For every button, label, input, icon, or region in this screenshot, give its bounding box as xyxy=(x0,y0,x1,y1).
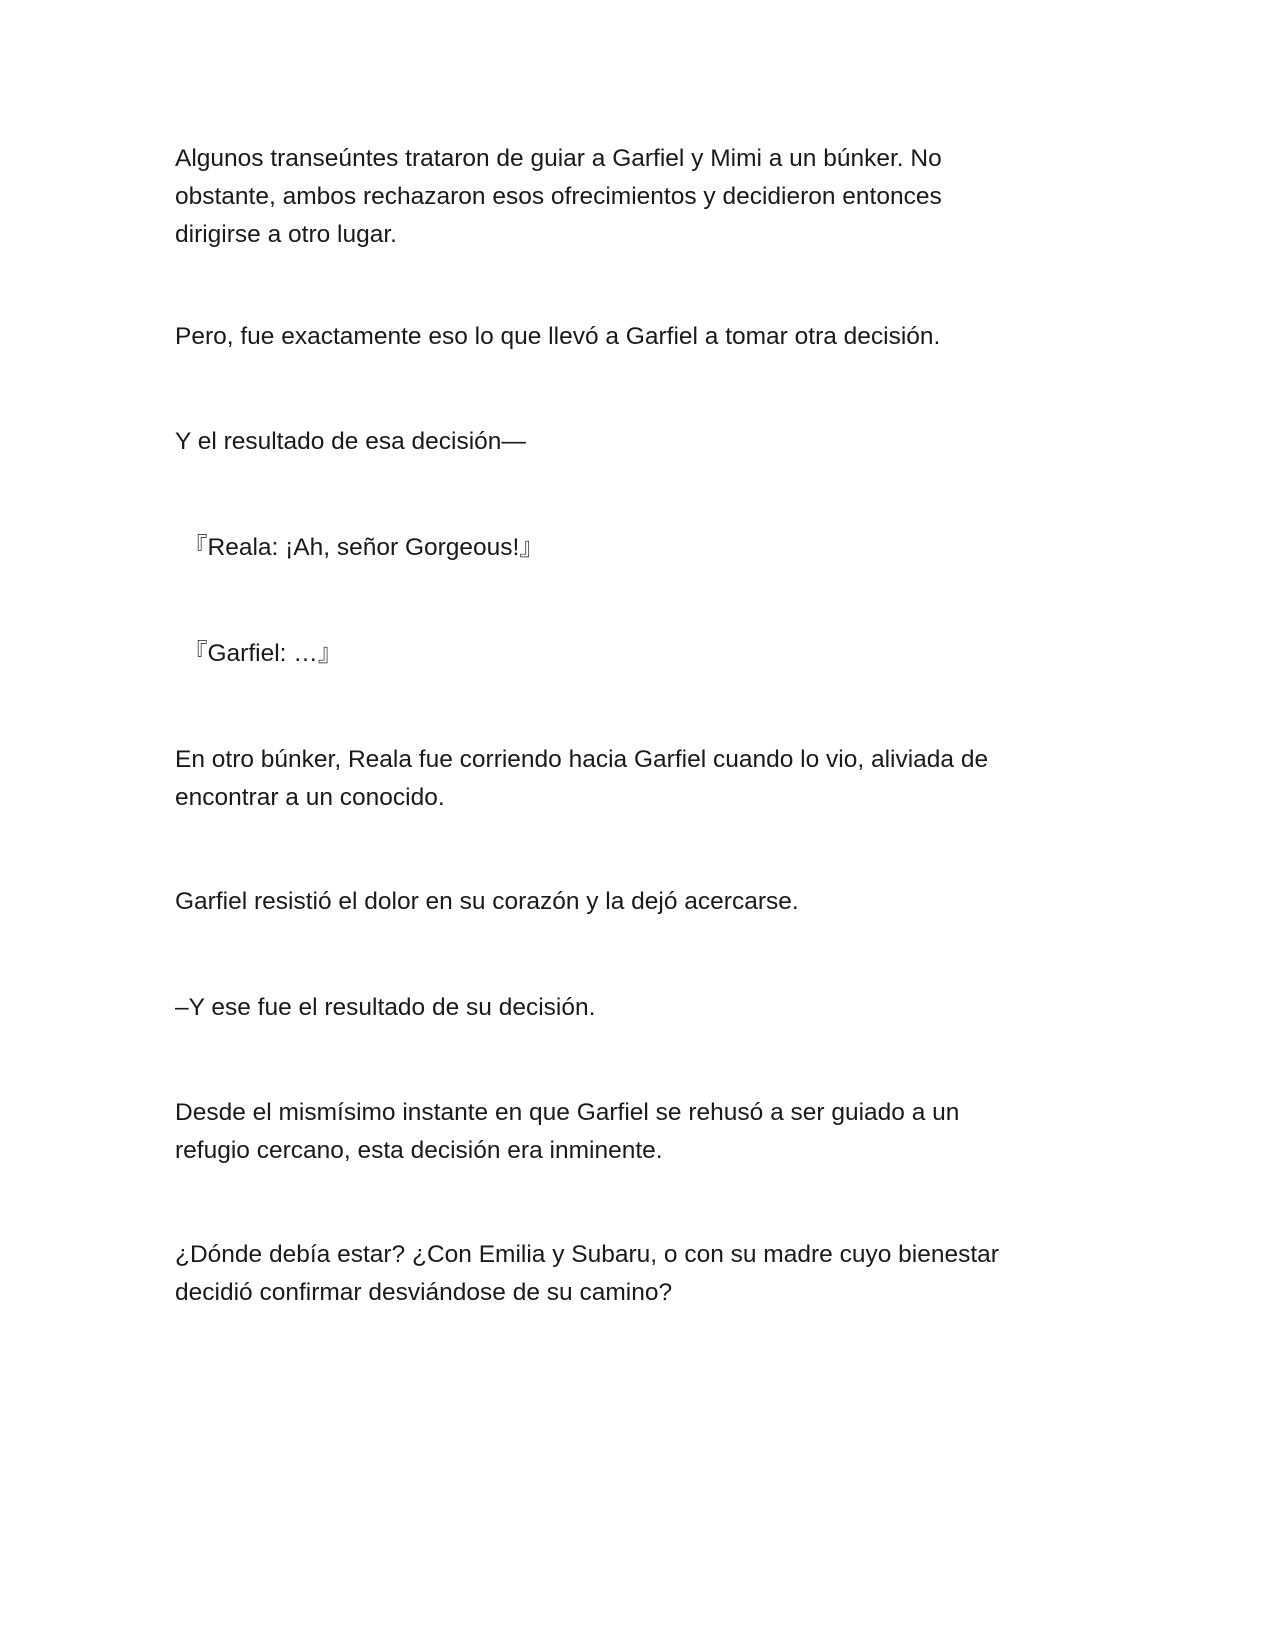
paragraph-6 xyxy=(175,741,1095,817)
paragraph-7 xyxy=(175,883,1095,921)
paragraph-1 xyxy=(175,140,1095,254)
paragraph-line: –Y ese fue el resultado de su decisión. xyxy=(175,994,596,1021)
paragraph-line: encontrar a un conocido. xyxy=(175,784,445,811)
paragraph-line: decidió confirmar desviándose de su camino? xyxy=(175,1279,673,1306)
dialogue-line: 『Garfiel: …』 xyxy=(183,640,343,667)
paragraph-line: Garfiel resistió el dolor en su corazón y la dejó acercarse. xyxy=(175,888,799,915)
paragraph-line: dirigirse a otro lugar. xyxy=(175,221,397,248)
paragraph-line: obstante, ambos rechazaron esos ofrecimientos y decidieron entonces xyxy=(175,183,942,210)
paragraph-line: refugio cercano, esta decisión era inminente. xyxy=(175,1137,663,1164)
paragraph-2 xyxy=(175,318,1095,356)
paragraph-line: Desde el mismísimo instante en que Garfiel se rehusó a ser guiado a un xyxy=(175,1099,960,1126)
paragraph-9 xyxy=(175,1094,1095,1170)
paragraph-line: Y el resultado de esa decisión— xyxy=(175,428,526,455)
dialogue-garfiel xyxy=(183,635,1103,673)
dialogue-reala xyxy=(183,529,1103,567)
paragraph-line: Pero, fue exactamente eso lo que llevó a Garfiel a tomar otra decisión. xyxy=(175,323,941,350)
paragraph-8 xyxy=(175,989,1095,1027)
paragraph-10 xyxy=(175,1236,1095,1312)
paragraph-line: Algunos transeúntes trataron de guiar a Garfiel y Mimi a un búnker. No xyxy=(175,145,942,172)
paragraph-line: En otro búnker, Reala fue corriendo hacia Garfiel cuando lo vio, aliviada de xyxy=(175,746,989,773)
paragraph-3 xyxy=(175,423,1095,461)
paragraph-line: ¿Dónde debía estar? ¿Con Emilia y Subaru, o con su madre cuyo bienestar xyxy=(175,1241,999,1268)
dialogue-line: 『Reala: ¡Ah, señor Gorgeous!』 xyxy=(183,534,544,561)
